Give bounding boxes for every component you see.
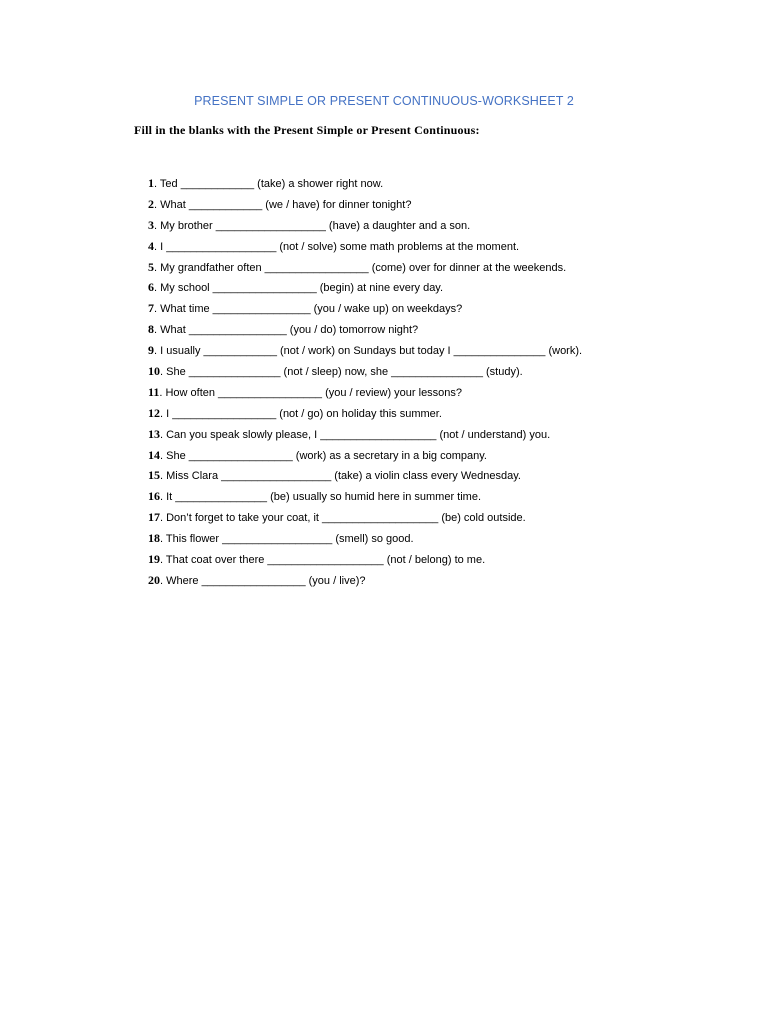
instructions: Fill in the blanks with the Present Simple or Present Continuous: bbox=[134, 123, 480, 137]
question-item bbox=[148, 552, 582, 573]
question-text: . I _________________ (not / go) on holiday this summer. bbox=[160, 407, 442, 420]
page-title: PRESENT SIMPLE OR PRESENT CONTINUOUS-WORKSHEET 2 bbox=[194, 94, 574, 108]
question-number: 13 bbox=[148, 426, 160, 441]
question-text: . What ________________ (you / do) tomorrow night? bbox=[154, 324, 419, 337]
question-number: 18 bbox=[148, 531, 160, 546]
question-item bbox=[148, 176, 582, 197]
question-number: 20 bbox=[148, 572, 160, 587]
question-item bbox=[148, 197, 582, 218]
question-text: . Ted ____________ (take) a shower right now. bbox=[154, 178, 384, 190]
question-item bbox=[148, 406, 582, 427]
question-text: . My school _________________ (begin) at nine every day. bbox=[154, 282, 444, 295]
question-item bbox=[148, 301, 582, 322]
question-text: . Don’t forget to take your coat, it ___________________ (be) cold outside. bbox=[160, 512, 526, 525]
question-text: . I __________________ (not / solve) some math problems at the moment. bbox=[154, 240, 520, 253]
question-number: 2 bbox=[148, 196, 154, 211]
question-item bbox=[148, 531, 582, 552]
question-number: 16 bbox=[148, 489, 160, 504]
question-text: . Can you speak slowly please, I ___________________ (not / understand) you. bbox=[160, 428, 551, 441]
question-text: . Miss Clara __________________ (take) a violin class every Wednesday. bbox=[160, 470, 521, 483]
question-text: . My grandfather often _________________ (come) over for dinner at the weekends. bbox=[154, 261, 567, 274]
question-item bbox=[148, 385, 582, 406]
question-list bbox=[148, 176, 582, 594]
question-number: 11 bbox=[148, 384, 160, 399]
question-text: . It _______________ (be) usually so humid here in summer time. bbox=[160, 491, 482, 504]
question-item bbox=[148, 489, 582, 510]
question-item bbox=[148, 218, 582, 239]
question-number: 19 bbox=[148, 552, 160, 567]
question-item bbox=[148, 573, 582, 594]
question-text: . She _________________ (work) as a secretary in a big company. bbox=[160, 449, 487, 462]
question-text: . What ____________ (we / have) for dinner tonight? bbox=[154, 198, 412, 211]
question-number: 17 bbox=[148, 510, 160, 525]
question-number: 1 bbox=[148, 176, 154, 190]
question-text: . That coat over there ___________________ (not / belong) to me. bbox=[160, 554, 486, 567]
question-number: 14 bbox=[148, 447, 160, 462]
question-item bbox=[148, 448, 582, 469]
question-number: 7 bbox=[148, 301, 154, 316]
question-number: 5 bbox=[148, 259, 154, 274]
question-item bbox=[148, 510, 582, 531]
question-number: 10 bbox=[148, 364, 160, 379]
question-text: . Where _________________ (you / live)? bbox=[160, 574, 366, 587]
question-number: 4 bbox=[148, 238, 154, 253]
question-number: 9 bbox=[148, 343, 154, 358]
question-item bbox=[148, 364, 582, 385]
question-number: 8 bbox=[148, 322, 154, 337]
question-item bbox=[148, 427, 582, 448]
question-text: . How often _________________ (you / review) your lessons? bbox=[159, 386, 463, 399]
question-text: . I usually ____________ (not / work) on Sundays but today I _______________ (work). bbox=[154, 345, 583, 358]
question-item bbox=[148, 343, 582, 364]
question-item bbox=[148, 280, 582, 301]
question-item bbox=[148, 322, 582, 343]
question-number: 6 bbox=[148, 280, 154, 295]
question-text: . She _______________ (not / sleep) now, she _______________ (study). bbox=[160, 366, 523, 379]
question-text: . What time ________________ (you / wake up) on weekdays? bbox=[154, 303, 463, 316]
question-number: 12 bbox=[148, 405, 160, 420]
question-number: 15 bbox=[148, 468, 160, 483]
question-text: . My brother __________________ (have) a daughter and a son. bbox=[154, 219, 471, 232]
question-item bbox=[148, 260, 582, 281]
question-number: 3 bbox=[148, 217, 154, 232]
question-text: . This flower __________________ (smell) so good. bbox=[160, 533, 414, 546]
question-item bbox=[148, 239, 582, 260]
question-item bbox=[148, 468, 582, 489]
